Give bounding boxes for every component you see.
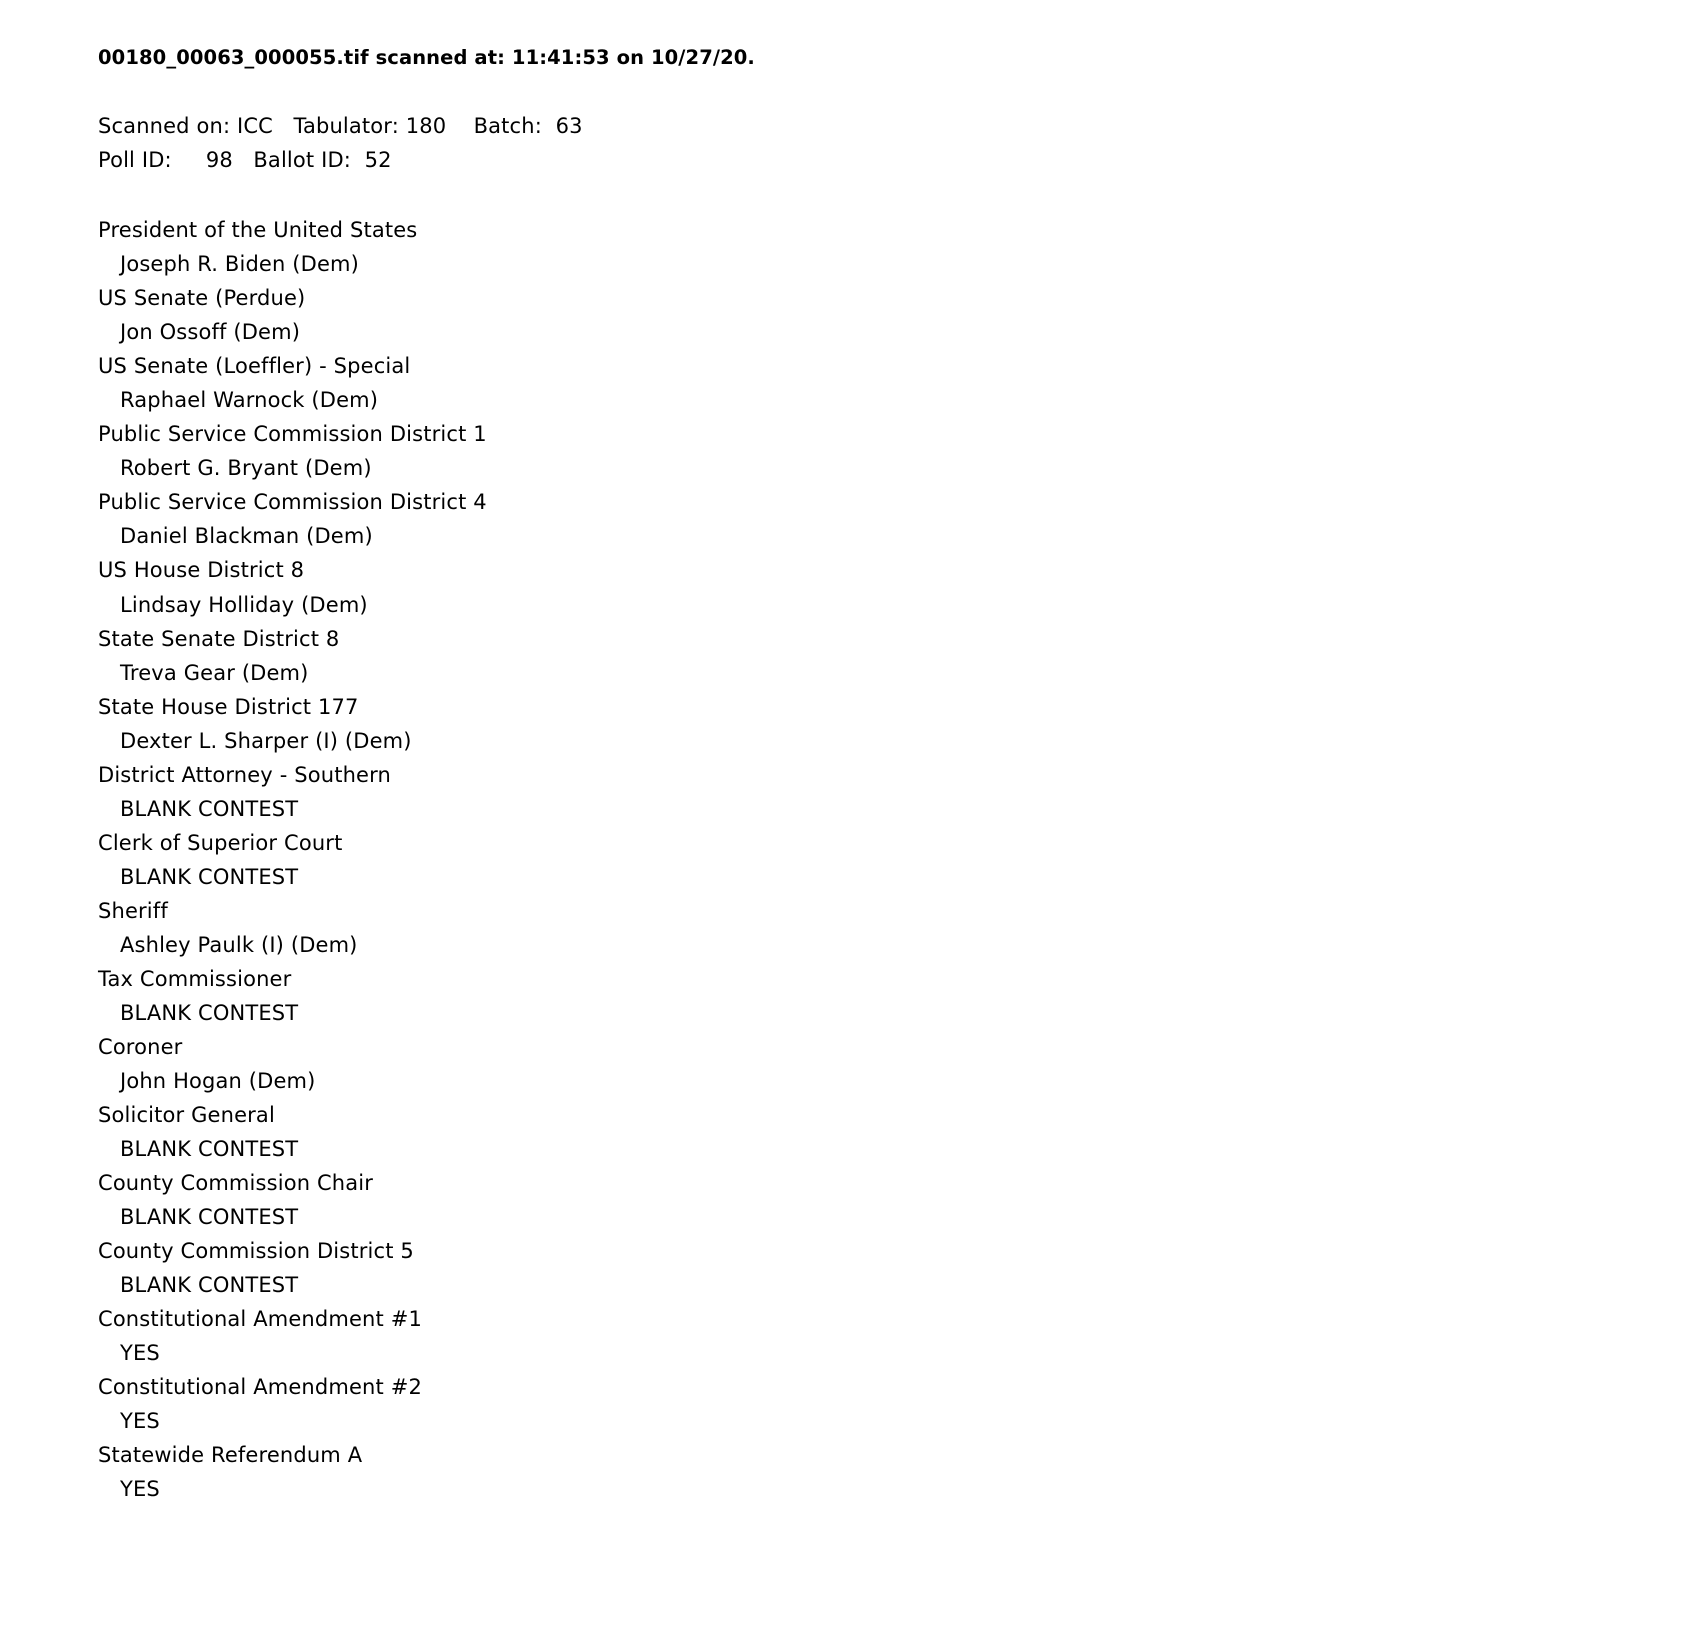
contest-selection: Ashley Paulk (I) (Dem) [120, 932, 358, 957]
contest-title: Public Service Commission District 1 [98, 422, 487, 447]
contest-title: President of the United States [98, 218, 418, 243]
contest-item [98, 622, 1708, 690]
contest-selection: Robert G. Bryant (Dem) [120, 456, 372, 481]
contest-selection: Joseph R. Biden (Dem) [120, 252, 359, 277]
contest-item [98, 1234, 1708, 1302]
contest-item [98, 962, 1708, 1030]
contest-item [98, 1438, 1708, 1506]
scan-header: 00180_00063_000055.tif scanned at: 11:41:53 on 10/27/20. [98, 46, 755, 69]
contest-selection: Jon Ossoff (Dem) [120, 320, 301, 345]
contest-title: County Commission Chair [98, 1170, 374, 1195]
contest-title: US Senate (Loeffler) - Special [98, 354, 411, 379]
contest-title: Constitutional Amendment #2 [98, 1374, 422, 1399]
contest-title: US Senate (Perdue) [98, 286, 306, 311]
contest-item [98, 1098, 1708, 1166]
contest-selection: BLANK CONTEST [120, 1136, 299, 1161]
contest-item [98, 690, 1708, 758]
contest-title: State House District 177 [98, 694, 359, 719]
contest-item [98, 1370, 1708, 1438]
contest-item [98, 281, 1708, 349]
contest-title: Statewide Referendum A [98, 1442, 363, 1467]
contest-selection: YES [120, 1340, 160, 1365]
contest-selection: Raphael Warnock (Dem) [120, 388, 379, 413]
contest-list [98, 213, 1708, 1506]
contest-item [98, 758, 1708, 826]
contest-title: Coroner [98, 1034, 183, 1059]
scan-metadata [98, 109, 1708, 177]
contest-item [98, 894, 1708, 962]
contest-selection: BLANK CONTEST [120, 1272, 299, 1297]
contest-item [98, 1166, 1708, 1234]
contest-title: Constitutional Amendment #1 [98, 1306, 422, 1331]
contest-item [98, 826, 1708, 894]
contest-selection: John Hogan (Dem) [120, 1068, 316, 1093]
contest-selection: Daniel Blackman (Dem) [120, 524, 373, 549]
contest-selection: BLANK CONTEST [120, 1000, 299, 1025]
contest-item [98, 213, 1708, 281]
contest-title: US House District 8 [98, 558, 305, 583]
contest-selection: YES [120, 1408, 160, 1433]
contest-selection: BLANK CONTEST [120, 864, 299, 889]
contest-title: Tax Commissioner [98, 966, 292, 991]
contest-item [98, 553, 1708, 621]
contest-title: Clerk of Superior Court [98, 830, 343, 855]
scan-metadata-line-2: Poll ID: 98 Ballot ID: 52 [98, 148, 392, 173]
contest-selection: Lindsay Holliday (Dem) [120, 592, 368, 617]
contest-selection: BLANK CONTEST [120, 1204, 299, 1229]
contest-title: Public Service Commission District 4 [98, 490, 487, 515]
contest-selection: YES [120, 1476, 160, 1501]
contest-selection: Dexter L. Sharper (I) (Dem) [120, 728, 412, 753]
contest-selection: Treva Gear (Dem) [120, 660, 309, 685]
contest-title: County Commission District 5 [98, 1238, 414, 1263]
contest-selection: BLANK CONTEST [120, 796, 299, 821]
contest-item [98, 349, 1708, 417]
contest-title: Sheriff [98, 898, 168, 923]
contest-item [98, 485, 1708, 553]
contest-item [98, 1302, 1708, 1370]
contest-title: Solicitor General [98, 1102, 275, 1127]
contest-item [98, 1030, 1708, 1098]
scan-metadata-line-1: Scanned on: ICC Tabulator: 180 Batch: 63 [98, 114, 583, 139]
contest-title: State Senate District 8 [98, 626, 340, 651]
contest-title: District Attorney - Southern [98, 762, 391, 787]
contest-item [98, 417, 1708, 485]
